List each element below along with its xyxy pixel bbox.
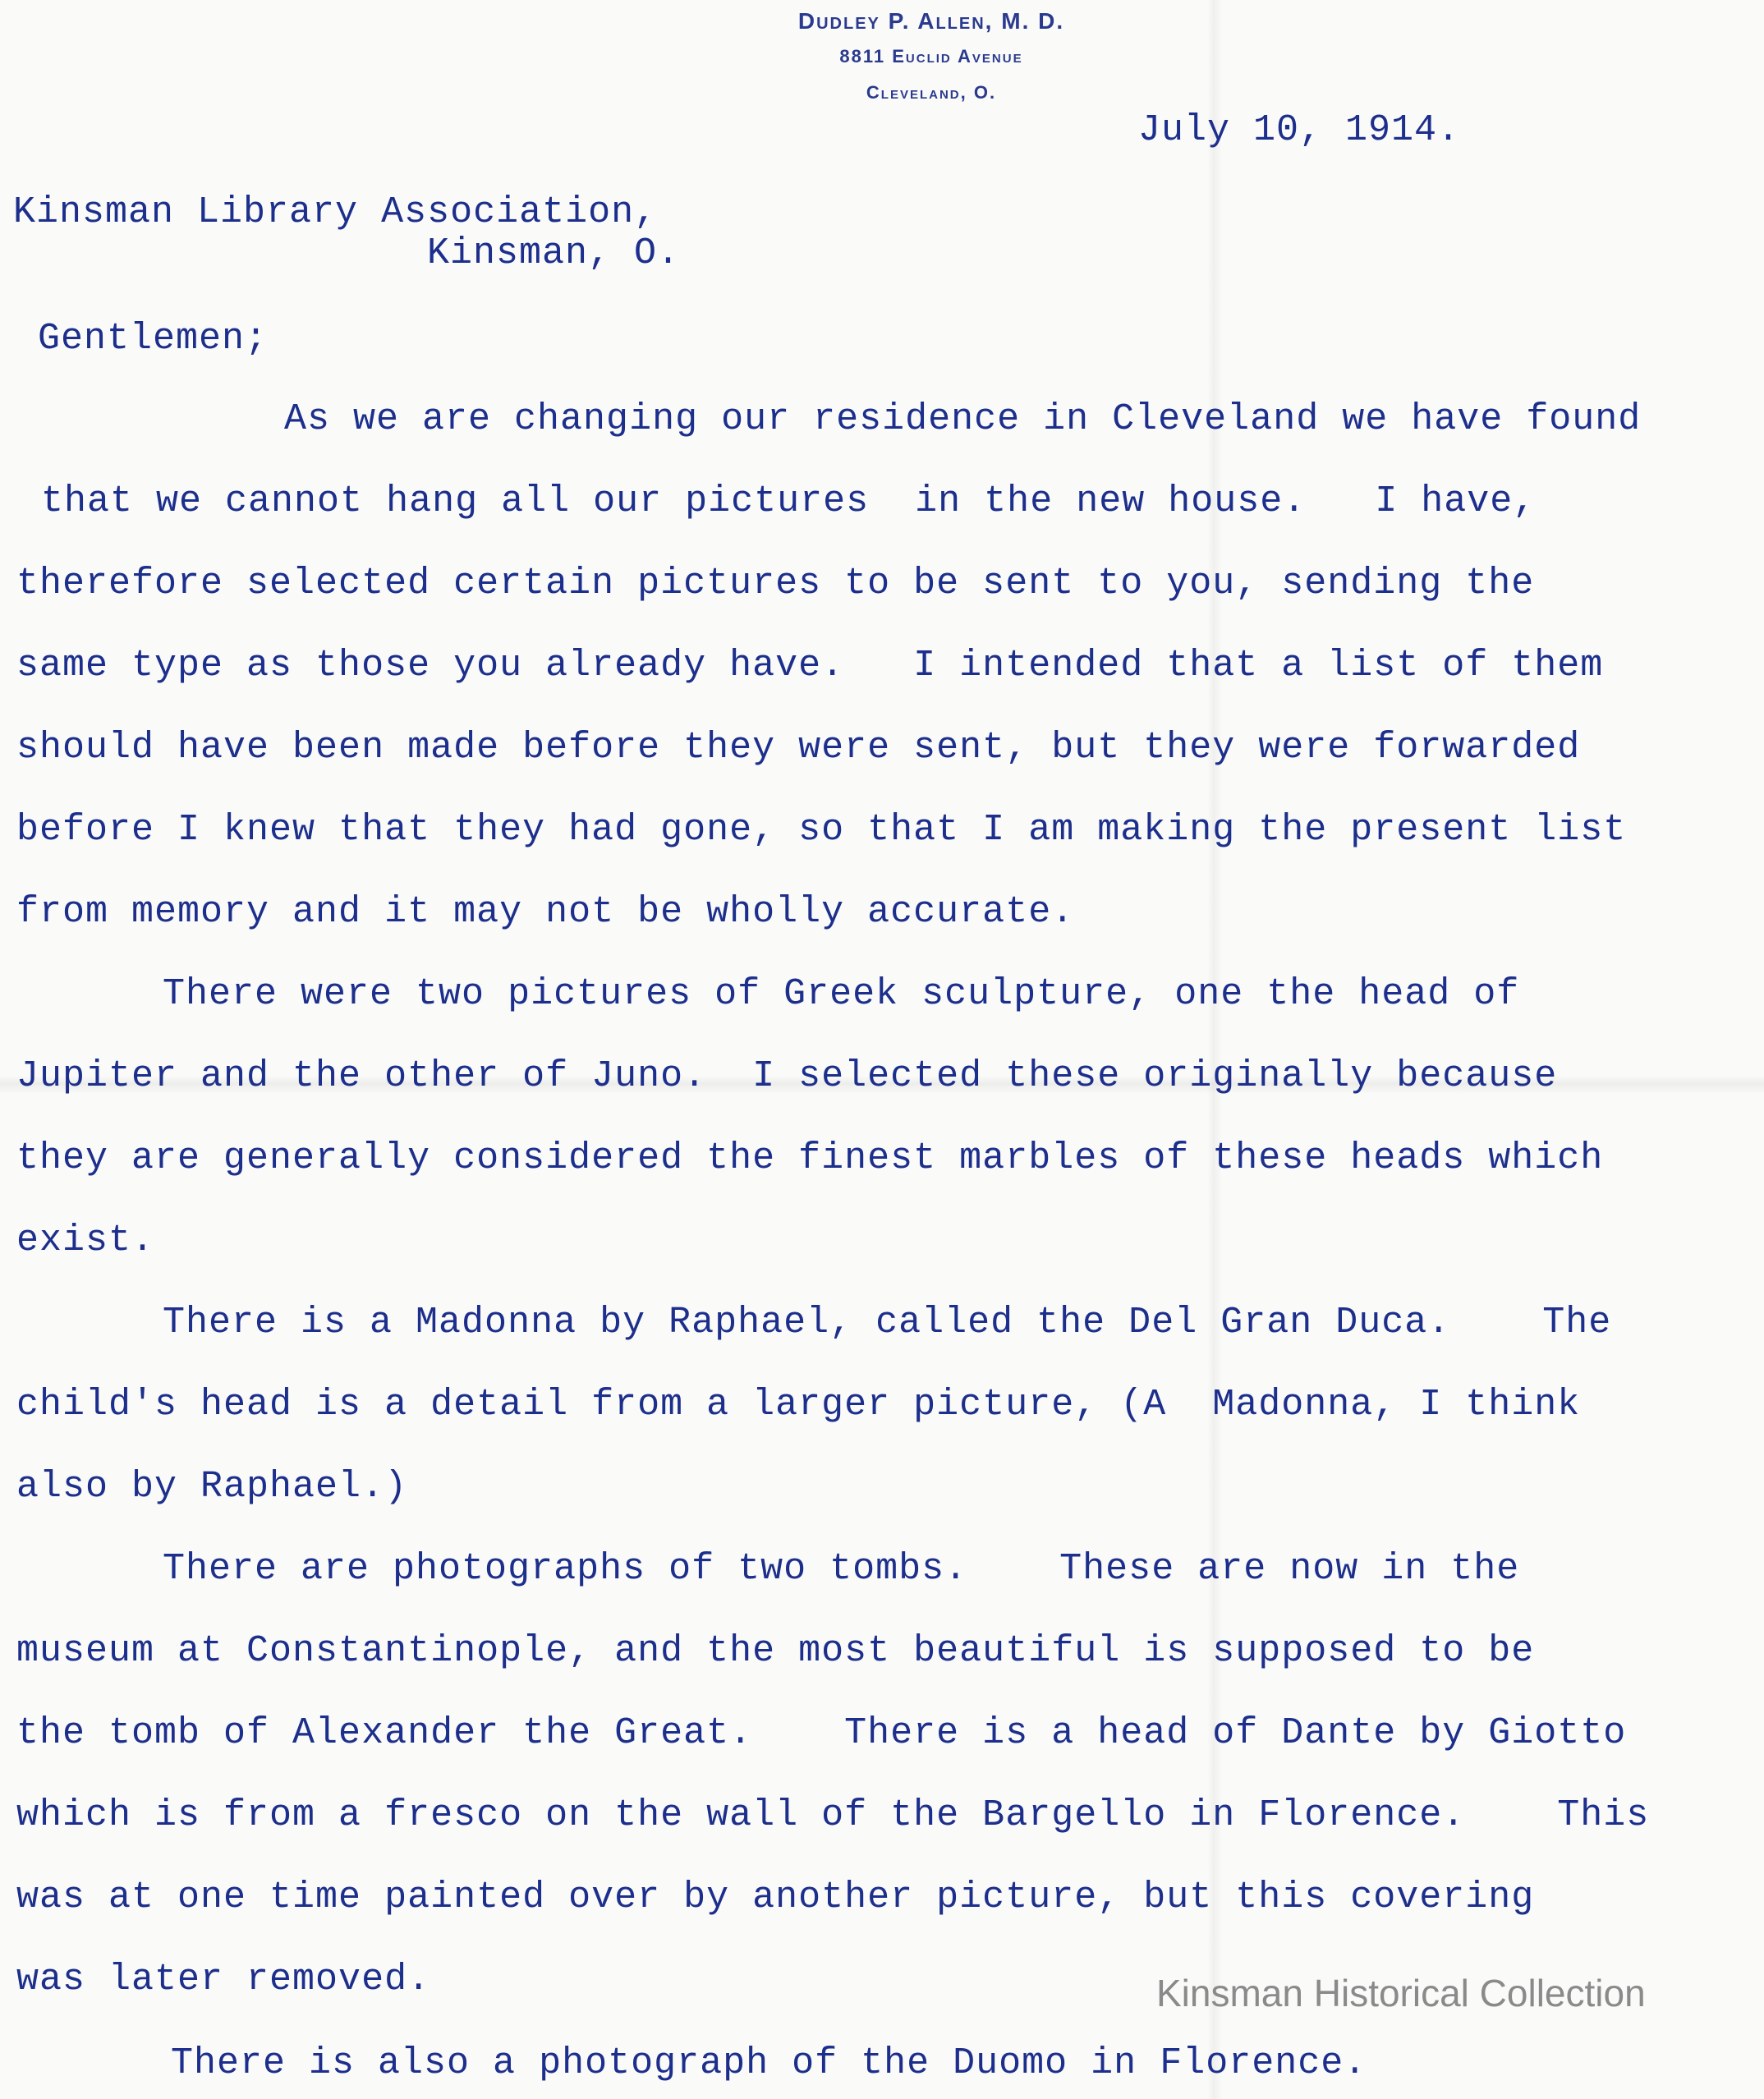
body-line: museum at Constantinople, and the most beautiful is supposed to be (16, 1630, 1535, 1672)
body-line: the tomb of Alexander the Great. There is a head of Dante by Giotto (16, 1712, 1627, 1754)
body-line: that we cannot hang all our pictures in the new house. I have, (41, 480, 1537, 522)
body-line: also by Raphael.) (16, 1466, 408, 1508)
body-line: same type as those you already have. I intended that a list of them (16, 645, 1604, 687)
body-line: therefore selected certain pictures to be sent to you, sending the (16, 563, 1535, 604)
body-line: There were two pictures of Greek sculpture, one the head of (163, 973, 1520, 1015)
body-line: As we are changing our residence in Cleveland we have found (284, 398, 1642, 440)
salutation: Gentlemen; (38, 318, 269, 360)
letter-date: July 10, 1914. (1138, 109, 1461, 151)
body-line: There is a Madonna by Raphael, called the Del Gran Duca. The (163, 1302, 1612, 1343)
body-line: There is also a photograph of the Duomo in Florence. (171, 2042, 1367, 2084)
letterhead-name: Dudley P. Allen, M. D. (797, 8, 1065, 34)
body-line: exist. (16, 1219, 155, 1261)
body-line: should have been made before they were sent, but they were forwarded (16, 727, 1581, 769)
body-line: was later removed. (16, 1959, 431, 2000)
recipient-line-2: Kinsman, O. (427, 232, 681, 274)
body-line: Jupiter and the other of Juno. I selected these originally because (16, 1055, 1558, 1097)
body-line: they are generally considered the finest marbles of these heads which (16, 1137, 1604, 1179)
collection-watermark: Kinsman Historical Collection (1156, 1972, 1646, 2014)
body-line: child's head is a detail from a larger picture, (A Madonna, I think (16, 1384, 1581, 1426)
body-line: before I knew that they had gone, so that I am making the present list (16, 809, 1627, 851)
body-line: from memory and it may not be wholly accurate. (16, 891, 1075, 933)
letterhead-street: 8811 Euclid Avenue (839, 46, 1023, 67)
body-line: which is from a fresco on the wall of the Bargello in Florence. This (16, 1794, 1650, 1836)
recipient-line-1: Kinsman Library Association, (13, 191, 658, 233)
body-line: was at one time painted over by another picture, but this covering (16, 1876, 1535, 1918)
letterhead-city: Cleveland, O. (866, 82, 997, 103)
body-line: There are photographs of two tombs. These are now in the (163, 1548, 1520, 1590)
